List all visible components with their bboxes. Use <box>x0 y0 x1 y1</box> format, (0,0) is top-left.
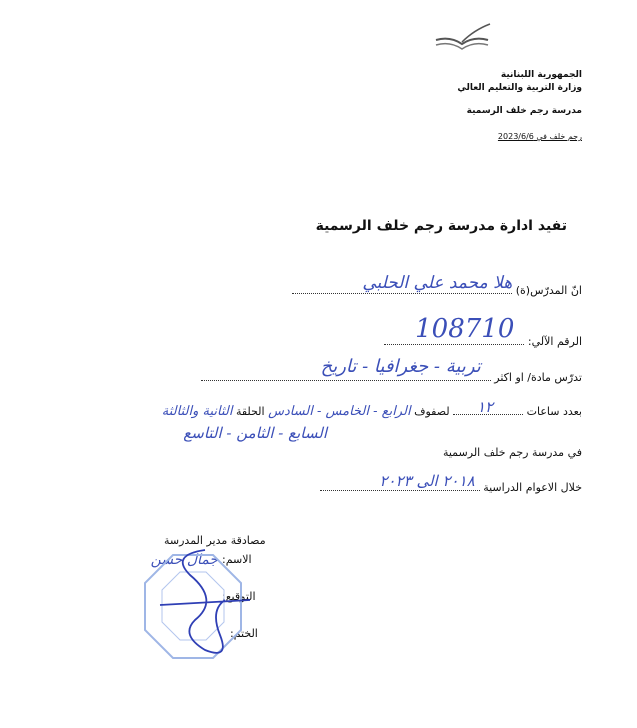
years-row <box>320 472 582 494</box>
director-signature-icon <box>150 540 260 665</box>
classes-value-2: السابع - الثامن - التاسع <box>183 424 327 442</box>
years-value: ٢٠١٨ الى ٢٠٢٣ <box>379 472 475 490</box>
school-name: مدرسة رجم خلف الرسمية <box>466 106 582 116</box>
place-date: رجم خلف في 2023/6/6 <box>497 132 582 141</box>
approval-title: مصادقة مدير المدرسة <box>164 534 266 547</box>
hours-row <box>161 398 582 419</box>
subjects-label: تدرّس مادة/ او اكثر <box>494 371 582 384</box>
teacher-value: هلا محمد علي الحلبي <box>362 273 513 293</box>
signature-label: التوقيع: <box>222 590 256 603</box>
republic-name: الجمهورية اللبنانية <box>500 70 582 80</box>
hours-label: بعدد ساعات <box>526 405 582 418</box>
document-title: تفيد ادارة مدرسة رجم خلف الرسمية <box>315 218 567 234</box>
ministry-name: وزارة التربية والتعليم العالي <box>457 83 582 93</box>
classes-value: الرابع - الخامس - السادس <box>268 404 411 419</box>
school-line: في مدرسة رجم خلف الرسمية <box>442 446 582 459</box>
cycle-label: الحلقة <box>235 405 265 418</box>
subjects-row <box>201 356 582 384</box>
cycle-value: الثانية والثالثة <box>161 404 233 419</box>
teacher-label: انّ المدرّس(ة) <box>515 284 582 297</box>
name-label: الاسم: <box>222 553 252 566</box>
id-row <box>384 314 582 348</box>
classes-label: لصفوف <box>414 405 450 418</box>
hours-value: ١٢ <box>476 398 494 416</box>
years-label: خلال الاعوام الدراسية <box>483 481 582 494</box>
id-label: الرقم الآلي: <box>527 335 582 348</box>
id-value: 108710 <box>415 314 515 344</box>
subjects-value: تربية - جغرافيا - تاريخ <box>320 356 481 377</box>
director-name: جمال حسن <box>150 552 218 568</box>
ministry-logo-icon <box>432 22 492 52</box>
stamp-label: الختم: <box>230 627 258 640</box>
teacher-row <box>292 273 582 297</box>
